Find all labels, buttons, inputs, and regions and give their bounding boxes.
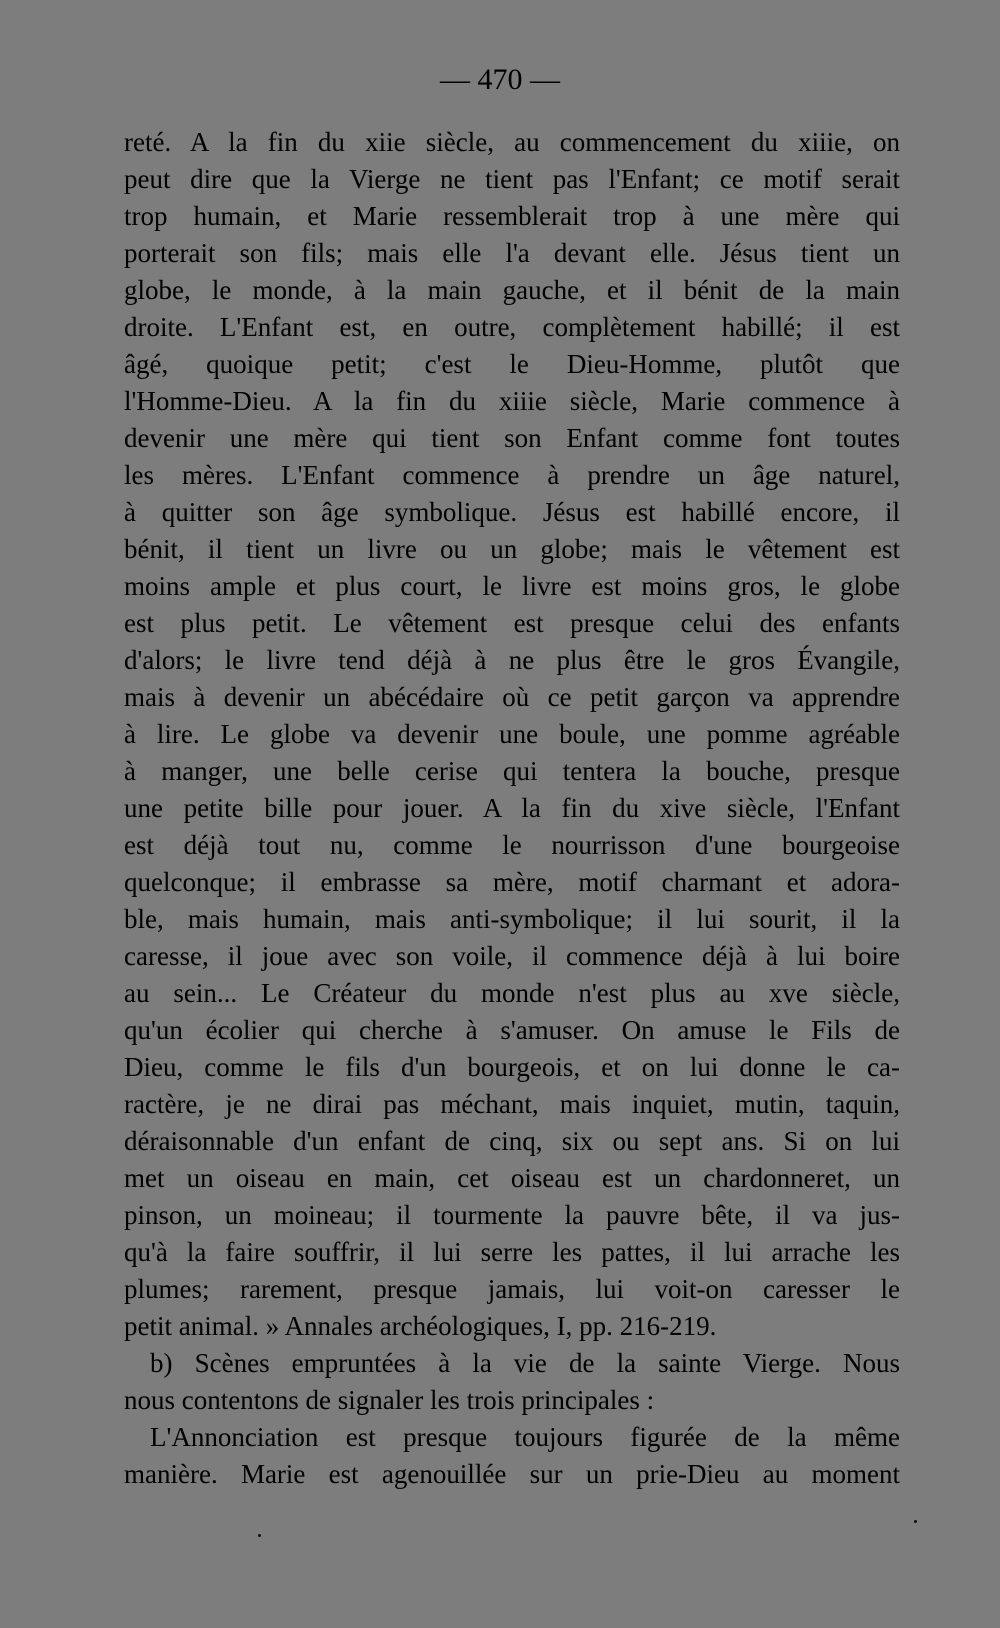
text-line: b) Scènes empruntées à la vie de la sainte Vierge. Nous <box>150 1348 900 1378</box>
text-line: met un oiseau en main, cet oiseau est un chardonneret, un <box>124 1163 900 1193</box>
text-line: manière. Marie est agenouillée sur un prie-Dieu au moment <box>124 1459 900 1489</box>
ink-speck <box>258 1534 261 1537</box>
text-line: une petite bille pour jouer. A la fin du xive siècle, l'Enfant <box>124 793 900 823</box>
text-line: ractère, je ne dirai pas méchant, mais inquiet, mutin, taquin, <box>124 1089 900 1119</box>
text-line: trop humain, et Marie ressemblerait trop à une mère qui <box>124 201 900 231</box>
text-line: est déjà tout nu, comme le nourrisson d'une bourgeoise <box>124 830 900 860</box>
page-number: — 470 — <box>440 63 560 96</box>
text-line: pinson, un moineau; il tourmente la pauvre bête, il va jus- <box>124 1200 900 1230</box>
text-line: au sein... Le Créateur du monde n'est plus au xve siècle, <box>124 978 900 1008</box>
text-line: nous contentons de signaler les trois principales : <box>124 1385 655 1415</box>
text-line: peut dire que la Vierge ne tient pas l'Enfant; ce motif serait <box>124 164 900 194</box>
text-line: droite. L'Enfant est, en outre, complètement habillé; il est <box>124 312 900 342</box>
text-line: globe, le monde, à la main gauche, et il bénit de la main <box>124 275 900 305</box>
text-line: d'alors; le livre tend déjà à ne plus être le gros Évangile, <box>124 645 900 675</box>
text-line: à quitter son âge symbolique. Jésus est habillé encore, il <box>124 497 900 527</box>
text-line: reté. A la fin du xiie siècle, au commencement du xiiie, on <box>124 127 900 157</box>
text-line: plumes; rarement, presque jamais, lui voit-on caresser le <box>124 1274 900 1304</box>
text-line: les mères. L'Enfant commence à prendre un âge naturel, <box>124 460 900 490</box>
text-line: petit animal. » Annales archéologiques, I, pp. 216-219. <box>124 1311 717 1341</box>
text-line: bénit, il tient un livre ou un globe; mais le vêtement est <box>124 534 900 564</box>
text-line: qu'un écolier qui cherche à s'amuser. On amuse le Fils de <box>124 1015 900 1045</box>
text-line: déraisonnable d'un enfant de cinq, six ou sept ans. Si on lui <box>124 1126 900 1156</box>
text-line: ble, mais humain, mais anti-symbolique; il lui sourit, il la <box>124 904 900 934</box>
text-line: devenir une mère qui tient son Enfant comme font toutes <box>124 423 900 453</box>
body-text <box>124 124 900 1493</box>
text-line: l'Homme-Dieu. A la fin du xiiie siècle, Marie commence à <box>124 386 900 416</box>
text-line: caresse, il joue avec son voile, il commence déjà à lui boire <box>124 941 900 971</box>
text-line: L'Annonciation est presque toujours figurée de la même <box>150 1422 900 1452</box>
text-line: à lire. Le globe va devenir une boule, une pomme agréable <box>124 719 900 749</box>
text-line: est plus petit. Le vêtement est presque celui des enfants <box>124 608 900 638</box>
ink-speck <box>914 1520 917 1523</box>
text-line: à manger, une belle cerise qui tentera la bouche, presque <box>124 756 900 786</box>
text-line: Dieu, comme le fils d'un bourgeois, et on lui donne le ca- <box>124 1052 900 1082</box>
text-line: porterait son fils; mais elle l'a devant elle. Jésus tient un <box>124 238 900 268</box>
text-line: quelconque; il embrasse sa mère, motif charmant et adora- <box>124 867 900 897</box>
text-line: moins ample et plus court, le livre est moins gros, le globe <box>124 571 900 601</box>
text-line: qu'à la faire souffrir, il lui serre les pattes, il lui arrache les <box>124 1237 900 1267</box>
text-line: âgé, quoique petit; c'est le Dieu-Homme, plutôt que <box>124 349 900 379</box>
text-line: mais à devenir un abécédaire où ce petit garçon va apprendre <box>124 682 900 712</box>
